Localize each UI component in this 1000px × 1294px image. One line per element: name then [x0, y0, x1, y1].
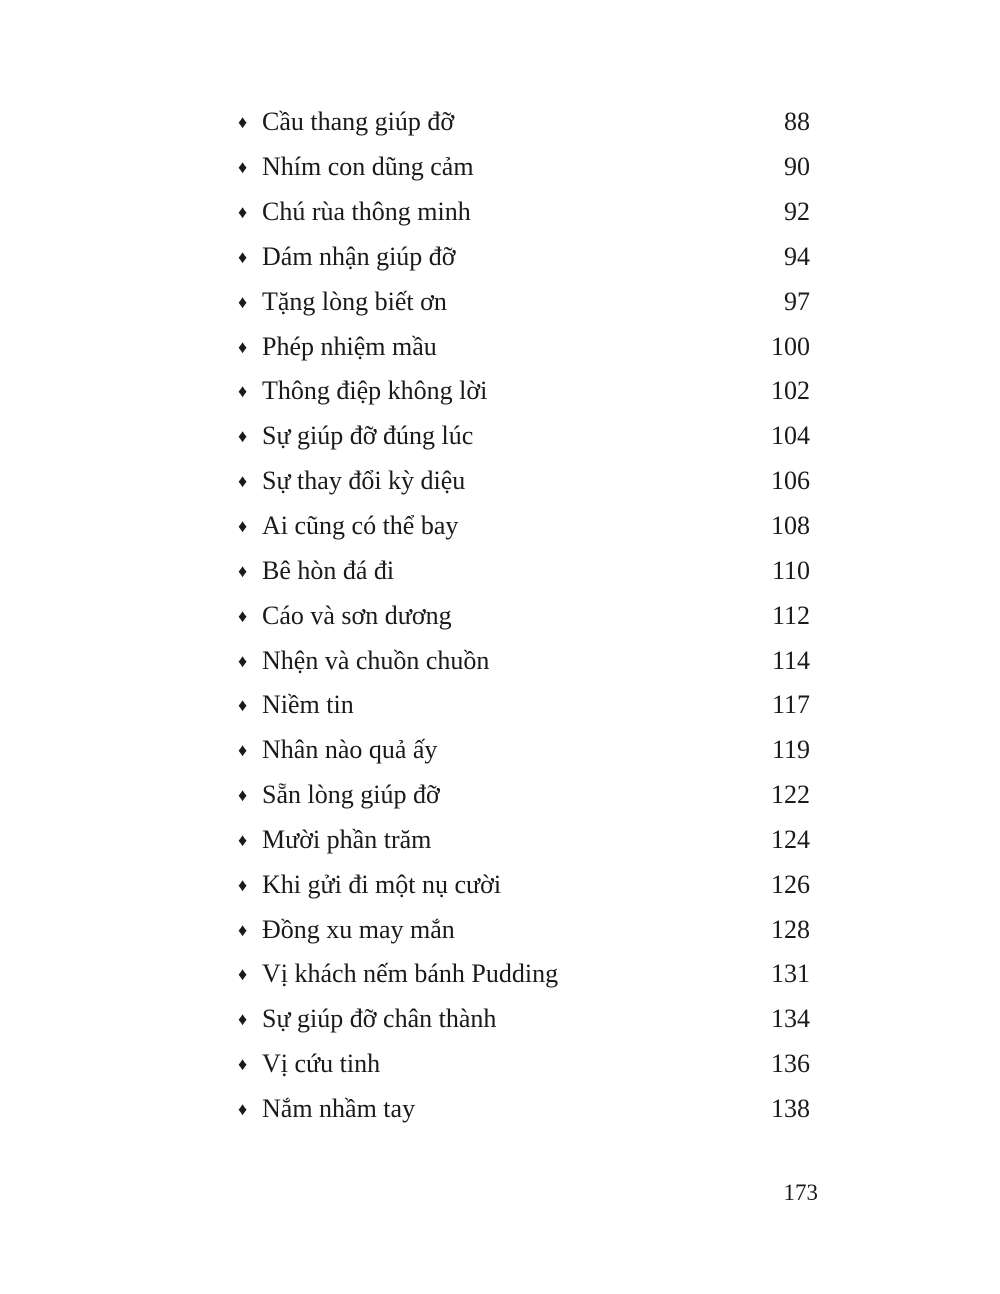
toc-entry-page: 88 — [784, 107, 810, 137]
toc-entry-title: Cầu thang giúp đỡ — [262, 107, 455, 137]
toc-entry-title: Nhím con dũng cảm — [262, 152, 474, 182]
diamond-bullet-icon: ♦ — [238, 291, 248, 312]
diamond-bullet-icon: ♦ — [238, 1009, 248, 1030]
toc-entry-title: Nhện và chuồn chuồn — [262, 645, 490, 675]
toc-entry — [238, 279, 810, 324]
toc-entry-title: Cáo và sơn dương — [262, 600, 452, 630]
toc-entry — [238, 235, 810, 280]
diamond-bullet-icon: ♦ — [238, 560, 248, 581]
toc-entry-page: 104 — [771, 421, 810, 451]
diamond-bullet-icon: ♦ — [238, 1098, 248, 1119]
toc-entry — [238, 907, 810, 952]
toc-entry-title: Bê hòn đá đi — [262, 555, 395, 585]
toc-entry-title: Chú rùa thông minh — [262, 197, 471, 227]
toc-entry — [238, 952, 810, 997]
toc-entry — [238, 145, 810, 190]
toc-entry-title: Nhân nào quả ấy — [262, 735, 438, 765]
toc-entry-page: 110 — [771, 555, 810, 585]
toc-entry — [238, 1042, 810, 1087]
diamond-bullet-icon: ♦ — [238, 246, 248, 267]
toc-entry-page: 119 — [771, 735, 810, 765]
table-of-contents — [238, 100, 810, 1131]
diamond-bullet-icon: ♦ — [238, 650, 248, 671]
toc-entry-page: 92 — [784, 197, 810, 227]
toc-entry — [238, 324, 810, 369]
toc-entry — [238, 683, 810, 728]
toc-entry-title: Sự giúp đỡ chân thành — [262, 1004, 497, 1034]
toc-entry-title: Khi gửi đi một nụ cười — [262, 869, 502, 899]
diamond-bullet-icon: ♦ — [238, 874, 248, 895]
diamond-bullet-icon: ♦ — [238, 695, 248, 716]
diamond-bullet-icon: ♦ — [238, 1054, 248, 1075]
toc-entry-title: Vị cứu tinh — [262, 1049, 381, 1079]
toc-entry — [238, 773, 810, 818]
toc-entry-page: 138 — [771, 1093, 810, 1123]
toc-entry-title: Ai cũng có thể bay — [262, 511, 459, 541]
toc-entry-title: Sự thay đổi kỳ diệu — [262, 466, 466, 496]
toc-entry-title: Tặng lòng biết ơn — [262, 286, 447, 316]
toc-entry — [238, 100, 810, 145]
toc-entry-page: 114 — [771, 645, 810, 675]
toc-entry-page: 126 — [771, 869, 810, 899]
toc-entry-title: Dám nhận giúp đỡ — [262, 241, 456, 271]
diamond-bullet-icon: ♦ — [238, 964, 248, 985]
diamond-bullet-icon: ♦ — [238, 785, 248, 806]
toc-entry-title: Phép nhiệm mầu — [262, 331, 437, 361]
toc-entry-title: Vị khách nếm bánh Pudding — [262, 959, 559, 989]
toc-entry — [238, 638, 810, 683]
toc-entry-title: Niềm tin — [262, 690, 354, 720]
diamond-bullet-icon: ♦ — [238, 381, 248, 402]
diamond-bullet-icon: ♦ — [238, 157, 248, 178]
toc-entry-title: Sẵn lòng giúp đỡ — [262, 780, 440, 810]
diamond-bullet-icon: ♦ — [238, 919, 248, 940]
toc-entry-page: 106 — [771, 466, 810, 496]
toc-entry-page: 117 — [771, 690, 810, 720]
toc-entry-page: 100 — [771, 331, 810, 361]
toc-entry-page: 102 — [771, 376, 810, 406]
toc-entry — [238, 1087, 810, 1132]
toc-entry-page: 136 — [771, 1049, 810, 1079]
toc-entry-title: Nắm nhầm tay — [262, 1093, 416, 1123]
toc-entry — [238, 593, 810, 638]
diamond-bullet-icon: ♦ — [238, 605, 248, 626]
toc-entry-page: 134 — [771, 1004, 810, 1034]
toc-entry-title: Sự giúp đỡ đúng lúc — [262, 421, 474, 451]
toc-entry-page: 112 — [771, 600, 810, 630]
toc-entry — [238, 504, 810, 549]
toc-entry — [238, 997, 810, 1042]
diamond-bullet-icon: ♦ — [238, 516, 248, 537]
toc-entry — [238, 818, 810, 863]
toc-entry-page: 122 — [771, 780, 810, 810]
toc-entry — [238, 459, 810, 504]
toc-entry-page: 108 — [771, 511, 810, 541]
diamond-bullet-icon: ♦ — [238, 336, 248, 357]
toc-entry-title: Thông điệp không lời — [262, 376, 488, 406]
diamond-bullet-icon: ♦ — [238, 202, 248, 223]
toc-entry — [238, 369, 810, 414]
toc-entry-title: Mười phần trăm — [262, 824, 432, 854]
toc-entry-page: 97 — [784, 286, 810, 316]
toc-entry — [238, 190, 810, 235]
toc-entry — [238, 862, 810, 907]
toc-entry-page: 124 — [771, 824, 810, 854]
toc-entry — [238, 548, 810, 593]
diamond-bullet-icon: ♦ — [238, 112, 248, 133]
diamond-bullet-icon: ♦ — [238, 471, 248, 492]
page-number: 173 — [783, 1180, 818, 1205]
diamond-bullet-icon: ♦ — [238, 426, 248, 447]
toc-entry-page: 94 — [784, 241, 810, 271]
toc-entry-page: 128 — [771, 914, 810, 944]
diamond-bullet-icon: ♦ — [238, 829, 248, 850]
toc-entry-page: 90 — [784, 152, 810, 182]
diamond-bullet-icon: ♦ — [238, 740, 248, 761]
toc-entry-page: 131 — [771, 959, 810, 989]
toc-entry-title: Đồng xu may mắn — [262, 914, 455, 944]
toc-entry — [238, 728, 810, 773]
toc-entry — [238, 414, 810, 459]
